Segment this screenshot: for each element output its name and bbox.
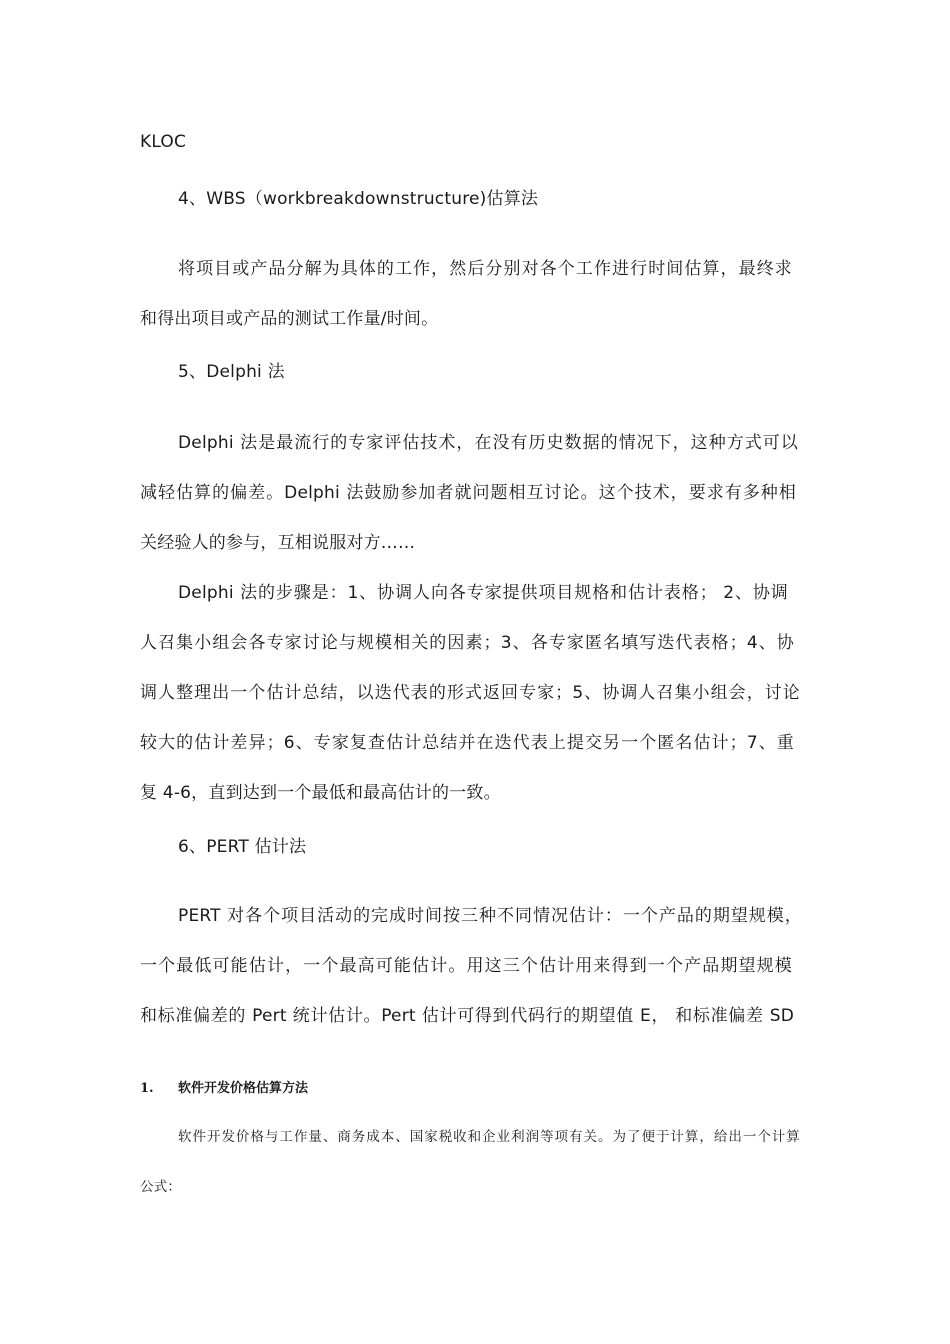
- section-5-paragraph-line: Delphi 法是最流行的专家评估技术，在没有历史数据的情况下，这种方式可以: [178, 433, 798, 453]
- delphi-steps-line: 人召集小组会各专家讨论与规模相关的因素；3、各专家匿名填写迭代表格；4、协: [140, 633, 794, 653]
- section-5-heading: 5、Delphi 法: [178, 362, 285, 382]
- section-6-paragraph-line: 一个最低可能估计，一个最高可能估计。用这三个估计用来得到一个产品期望规模: [140, 956, 792, 976]
- section-6-paragraph-line: 和标准偏差的 Pert 统计估计。Pert 估计可得到代码行的期望值 E， 和标准偏差 SD: [140, 1006, 794, 1026]
- section-6-paragraph-line: PERT 对各个项目活动的完成时间按三种不同情况估计：一个产品的期望规模，: [178, 906, 802, 926]
- price-paragraph-line: 软件开发价格与工作量、商务成本、国家税收和企业利润等项有关。为了便于计算，给出一个计算: [178, 1129, 800, 1145]
- delphi-steps-line: 复 4-6，直到达到一个最低和最高估计的一致。: [140, 783, 501, 803]
- kloc-text: KLOC: [140, 132, 187, 152]
- section-5-paragraph-line: 减轻估算的偏差。Delphi 法鼓励参加者就问题相互讨论。这个技术，要求有多种相: [140, 483, 796, 503]
- section-number: 1.: [140, 1081, 154, 1096]
- delphi-steps-line: 较大的估计差异；6、专家复查估计总结并在迭代表上提交另一个匿名估计；7、重: [140, 733, 794, 753]
- section-4-paragraph-line: 和得出项目或产品的测试工作量/时间。: [140, 309, 439, 329]
- section-4-paragraph-line: 将项目或产品分解为具体的工作，然后分别对各个工作进行时间估算，最终求: [178, 259, 792, 279]
- section-5-paragraph-line: 关经验人的参与，互相说服对方……: [140, 533, 416, 553]
- delphi-steps-line: 调人整理出一个估计总结，以迭代表的形式返回专家；5、协调人召集小组会，讨论: [140, 683, 800, 703]
- section-4-heading: 4、WBS（workbreakdownstructure)估算法: [178, 189, 539, 209]
- delphi-steps-line: Delphi 法的步骤是：1、协调人向各专家提供项目规格和估计表格； 2、协调: [178, 583, 788, 603]
- section-6-heading: 6、PERT 估计法: [178, 837, 307, 857]
- section-heading: 软件开发价格估算方法: [178, 1081, 309, 1096]
- price-paragraph-line: 公式：: [140, 1179, 182, 1195]
